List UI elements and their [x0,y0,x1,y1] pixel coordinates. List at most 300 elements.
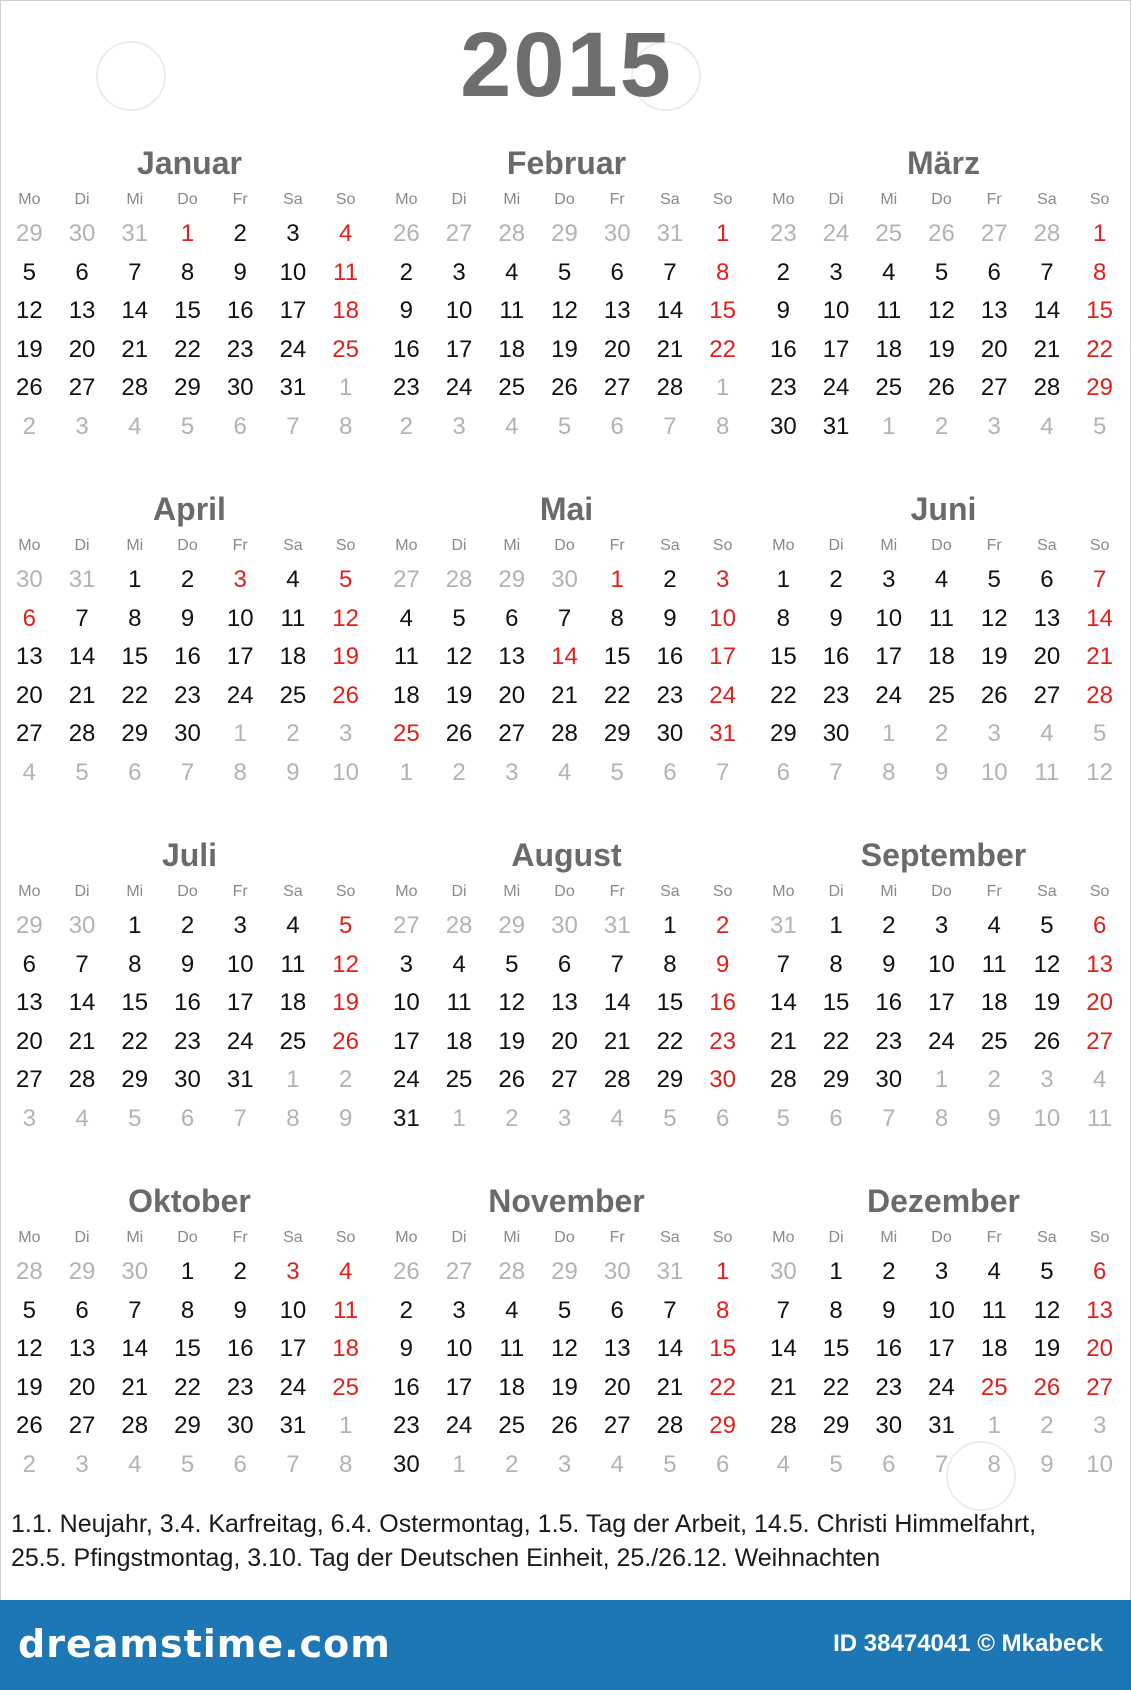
weekday-label: Mo [18,191,41,208]
weekday-header [3,531,372,561]
day-cell-other-month: 29 [68,1258,96,1285]
week-row [380,715,749,754]
day-cell: 23 [226,335,254,363]
day-cell-other-month: 5 [663,1104,677,1132]
day-cell: 26 [1033,1027,1061,1055]
day-cell: 20 [16,1027,43,1055]
day-cell-other-month: 28 [498,1258,526,1285]
week-row [757,946,1126,985]
day-cell: 23 [822,681,850,709]
day-cell: 15 [822,1335,850,1362]
day-cell-other-month: 3 [75,412,89,440]
week-row [757,1407,1126,1446]
day-cell: 2 [882,1258,896,1285]
day-cell-holiday: 25 [393,720,420,747]
day-cell: 9 [882,950,896,978]
day-cell: 1 [829,1258,843,1285]
day-cell-other-month: 28 [1033,220,1061,247]
day-cell-other-month: 1 [715,374,730,401]
week-row [380,1061,749,1100]
day-cell: 26 [980,681,1008,709]
day-cell-holiday: 22 [1086,335,1113,363]
day-cell: 26 [16,374,43,401]
day-cell: 7 [1040,258,1054,286]
day-cell: 25 [928,681,955,709]
day-cell: 3 [934,1258,949,1285]
week-row [3,1253,372,1292]
day-cell: 26 [498,1066,526,1093]
day-cell: 7 [128,258,142,286]
day-cell: 8 [829,950,843,978]
day-cell: 20 [603,1373,631,1401]
day-cell: 5 [987,566,1001,593]
day-cell-other-month: 30 [551,912,578,939]
day-cell-other-month: 8 [882,758,896,786]
day-cell: 12 [928,297,955,324]
weekday-label: Mi [880,1229,898,1246]
day-cell: 20 [980,335,1008,363]
day-cell: 28 [68,1066,96,1093]
day-cell-other-month: 30 [603,220,631,247]
day-cell: 13 [16,643,43,670]
week-row [380,215,749,254]
day-cell: 2 [663,566,677,593]
day-cell: 6 [75,1296,89,1324]
day-cell: 7 [776,1296,791,1324]
day-cell-other-month: 29 [551,1258,578,1285]
day-cell: 9 [776,297,791,324]
day-cell: 15 [174,297,201,324]
day-cell: 20 [68,1373,96,1401]
day-cell: 21 [68,1027,96,1055]
day-cell: 13 [551,989,578,1016]
day-cell-holiday: 14 [551,643,578,670]
day-cell: 25 [875,374,903,401]
day-cell-holiday: 25 [980,1373,1008,1401]
day-cell-other-month: 1 [987,1412,1001,1439]
day-cell: 15 [121,643,149,670]
month-block [755,833,1131,1179]
weekday-label: Mi [126,1229,144,1246]
weekday-label: Do [177,883,198,900]
day-cell: 16 [875,989,903,1016]
day-cell-other-month: 2 [505,1450,519,1478]
day-cell-holiday: 19 [332,989,359,1016]
weekday-label: Do [554,1229,575,1246]
week-row [757,331,1126,370]
day-cell: 28 [656,374,684,401]
day-cell-holiday: 13 [1086,950,1113,978]
day-cell: 12 [16,1335,43,1362]
day-cell: 16 [174,643,201,670]
weekday-label: Mi [880,537,898,554]
day-cell: 4 [987,912,1001,939]
day-cell: 11 [280,604,306,632]
day-cell: 24 [875,681,903,709]
day-cell: 1 [180,1258,195,1285]
day-cell: 21 [656,335,684,363]
day-cell-other-month: 9 [934,758,949,786]
day-cell-holiday: 12 [332,950,359,978]
weekday-label: Sa [283,1229,303,1246]
week-row [757,1292,1126,1331]
day-cell-other-month: 27 [393,566,420,593]
day-cell-holiday: 8 [715,1296,730,1324]
weekday-label: Sa [1037,537,1057,554]
weekday-label: Mi [503,1229,521,1246]
day-cell: 23 [393,374,420,401]
month-title: Dezember [867,1183,1020,1219]
week-row [3,561,372,600]
week-row [380,1369,749,1408]
day-cell: 18 [445,1027,473,1055]
day-cell-other-month: 29 [16,220,43,247]
day-cell-holiday: 26 [332,681,359,709]
day-cell: 31 [928,1412,955,1439]
day-cell-other-month: 2 [1040,1412,1054,1439]
week-row [3,1292,372,1331]
day-cell-holiday: 11 [333,1296,359,1324]
weekday-label: Sa [660,191,680,208]
weekday-label: Do [177,537,198,554]
day-cell: 3 [452,258,466,286]
day-cell: 27 [16,720,43,747]
day-cell: 14 [656,1335,684,1362]
day-cell: 4 [286,912,300,939]
day-cell-other-month: 2 [338,1066,353,1093]
day-cell: 26 [551,1412,578,1439]
weekday-label: Sa [1037,191,1057,208]
week-row [757,677,1126,716]
day-cell: 8 [128,604,142,632]
day-cell: 24 [445,1412,473,1439]
week-row [380,1292,749,1331]
weekday-label: Sa [1037,883,1057,900]
day-cell: 27 [603,1412,631,1439]
day-cell: 23 [174,1027,201,1055]
day-cell: 30 [656,720,684,747]
week-row [757,369,1126,408]
weekday-label: Mi [503,537,521,554]
day-cell: 7 [75,604,89,632]
day-cell-other-month: 4 [1040,720,1054,747]
day-cell-holiday: 1 [180,220,195,247]
day-cell: 24 [445,374,473,401]
day-cell: 30 [393,1450,420,1478]
day-cell: 18 [498,335,526,363]
week-row [380,1446,749,1485]
day-cell: 23 [875,1027,903,1055]
weekday-label: Di [828,883,844,900]
day-cell-holiday: 20 [1086,989,1113,1016]
week-row [380,946,749,985]
day-cell: 22 [603,681,631,709]
day-cell: 24 [226,1027,254,1055]
day-cell: 18 [279,643,307,670]
day-cell: 21 [1033,335,1061,363]
day-cell: 7 [610,950,624,978]
day-cell-other-month: 5 [610,758,624,786]
day-cell: 9 [663,604,677,632]
week-row [757,600,1126,639]
day-cell: 12 [980,604,1008,632]
day-cell: 21 [68,681,96,709]
day-cell-other-month: 30 [68,220,96,247]
weekday-label: Mo [395,537,418,554]
weekday-label: Mi [126,191,144,208]
day-cell-holiday: 8 [1092,258,1107,286]
weekday-label: Mo [395,1229,418,1246]
day-cell: 7 [557,604,572,632]
month-block [378,141,755,487]
day-cell-holiday: 16 [709,989,736,1016]
day-cell: 8 [180,258,195,286]
day-cell-other-month: 5 [75,758,89,786]
month-block [755,1179,1131,1525]
day-cell: 27 [1033,681,1061,709]
day-cell: 28 [121,374,149,401]
day-cell: 12 [445,643,473,670]
day-cell: 13 [603,1335,631,1362]
week-row [757,1253,1126,1292]
day-cell-other-month: 26 [393,1258,420,1285]
week-row [3,946,372,985]
day-cell: 9 [399,297,414,324]
week-row [757,1100,1126,1139]
day-cell: 26 [551,374,578,401]
day-cell-other-month: 4 [128,1450,142,1478]
day-cell-other-month: 9 [338,1104,353,1132]
day-cell: 20 [68,335,96,363]
day-cell-holiday: 3 [715,566,730,593]
day-cell: 10 [928,1296,955,1324]
month-block [755,487,1131,833]
day-cell-other-month: 2 [934,412,949,440]
day-cell-other-month: 31 [68,566,96,593]
day-cell-other-month: 8 [715,412,730,440]
weekday-label: Fr [986,883,1002,900]
day-cell: 16 [393,1373,420,1401]
month-block [1,487,378,833]
day-cell: 9 [399,1335,414,1362]
week-row [757,638,1126,677]
day-cell: 24 [279,335,307,363]
day-cell-other-month: 3 [1040,1066,1054,1093]
day-cell: 16 [875,1335,903,1362]
day-cell-other-month: 29 [498,566,526,593]
day-cell: 2 [180,912,195,939]
week-row [3,408,372,447]
day-cell: 11 [499,297,525,324]
day-cell: 31 [822,412,850,440]
day-cell: 11 [981,950,1007,978]
day-cell-holiday: 18 [332,1335,359,1362]
weekday-label: Fr [232,883,248,900]
day-cell-other-month: 31 [603,912,631,939]
week-row [3,254,372,293]
day-cell: 5 [1040,1258,1054,1285]
day-cell-other-month: 1 [452,1450,466,1478]
day-cell-holiday: 1 [715,220,730,247]
day-cell: 28 [121,1412,149,1439]
weekday-label: Mi [880,883,898,900]
day-cell-other-month: 4 [22,758,37,786]
day-cell: 26 [928,374,955,401]
day-cell: 25 [445,1066,473,1093]
day-cell: 2 [829,566,843,593]
day-cell: 3 [934,912,949,939]
day-cell: 6 [557,950,572,978]
week-row [380,1407,749,1446]
month-block [378,487,755,833]
day-cell: 9 [233,1296,247,1324]
day-cell: 24 [279,1373,307,1401]
day-cell: 15 [121,989,149,1016]
week-row [3,292,372,331]
day-cell-other-month: 4 [610,1104,624,1132]
day-cell: 21 [656,1373,684,1401]
day-cell-other-month: 6 [715,1450,730,1478]
day-cell-holiday: 20 [1086,1335,1113,1362]
day-cell: 2 [233,220,247,247]
week-row [380,984,749,1023]
day-cell: 24 [226,681,254,709]
day-cell: 17 [445,335,473,363]
day-cell-holiday: 3 [286,1258,300,1285]
week-row [3,331,372,370]
day-cell-holiday: 9 [715,950,730,978]
day-cell-holiday: 26 [1033,1373,1061,1401]
day-cell-other-month: 1 [286,1066,300,1093]
day-cell: 18 [393,681,420,709]
weekday-header [380,185,749,215]
day-cell: 10 [928,950,955,978]
day-cell: 2 [180,566,195,593]
day-cell: 7 [128,1296,142,1324]
day-cell: 22 [822,1027,850,1055]
day-cell: 15 [656,989,684,1016]
weekday-label: Mi [880,191,898,208]
day-cell: 16 [393,335,420,363]
month-title: August [511,837,622,873]
day-cell-other-month: 2 [399,412,414,440]
day-cell: 10 [226,604,254,632]
day-cell-other-month: 2 [22,412,37,440]
weekday-label: Sa [660,537,680,554]
day-cell: 18 [980,1335,1008,1362]
day-cell: 5 [557,1296,572,1324]
day-cell-holiday: 23 [709,1027,736,1055]
day-cell-other-month: 7 [715,758,730,786]
day-cell-other-month: 3 [505,758,519,786]
week-row [757,984,1126,1023]
day-cell-holiday: 6 [1092,1258,1107,1285]
day-cell-holiday: 1 [715,1258,730,1285]
week-row [380,638,749,677]
day-cell-other-month: 4 [505,412,519,440]
day-cell: 6 [610,1296,624,1324]
day-cell: 11 [393,643,419,670]
day-cell-other-month: 8 [338,1450,353,1478]
week-row [757,1369,1126,1408]
day-cell: 18 [980,989,1008,1016]
day-cell: 28 [551,720,578,747]
day-cell-other-month: 2 [286,720,300,747]
holiday-line-1: 1.1. Neujahr, 3.4. Karfreitag, 6.4. Ostermontag, 1.5. Tag der Arbeit, 14.5. Christi Himmelfahrt, [11,1510,1037,1538]
day-cell: 12 [1033,950,1061,978]
day-cell: 23 [656,681,684,709]
day-cell-holiday: 6 [22,604,37,632]
day-cell: 30 [770,412,797,440]
day-cell: 5 [934,258,949,286]
day-cell-other-month: 7 [233,1104,247,1132]
day-cell-other-month: 7 [180,758,195,786]
day-cell: 16 [656,643,684,670]
day-cell: 17 [875,643,903,670]
day-cell-holiday: 26 [332,1027,359,1055]
weekday-label: Di [451,191,467,208]
week-row [3,1446,372,1485]
day-cell: 13 [1033,604,1061,632]
day-cell: 14 [603,989,631,1016]
day-cell: 14 [770,989,797,1016]
day-cell: 19 [498,1027,526,1055]
day-cell: 5 [452,604,466,632]
day-cell: 27 [16,1066,43,1093]
week-row [3,369,372,408]
day-cell: 2 [399,1296,414,1324]
day-cell: 21 [770,1373,797,1401]
day-cell-other-month: 6 [663,758,677,786]
day-cell-holiday: 14 [1086,604,1113,632]
week-row [380,561,749,600]
day-cell: 10 [279,258,307,286]
day-cell: 13 [68,1335,96,1362]
day-cell-other-month: 30 [121,1258,149,1285]
day-cell: 8 [180,1296,195,1324]
month-title: März [907,145,980,181]
dreamstime-logo[interactable]: dreamstime.com [18,1622,391,1666]
day-cell-other-month: 3 [557,1104,572,1132]
day-cell-holiday: 29 [709,1412,736,1439]
day-cell: 14 [656,297,684,324]
week-row [3,600,372,639]
day-cell: 25 [498,374,526,401]
day-cell: 24 [822,374,850,401]
day-cell-other-month: 10 [1086,1450,1113,1478]
day-cell-other-month: 6 [128,758,142,786]
day-cell: 10 [393,989,420,1016]
weekday-label: Sa [283,191,303,208]
week-row [757,408,1126,447]
weekday-label: Fr [232,1229,248,1246]
day-cell: 11 [876,297,902,324]
day-cell: 1 [829,912,843,939]
day-cell: 12 [498,989,526,1016]
day-cell-holiday: 25 [332,1373,359,1401]
day-cell: 19 [445,681,473,709]
day-cell: 22 [770,681,797,709]
day-cell: 27 [551,1066,578,1093]
day-cell-other-month: 8 [934,1104,949,1132]
day-cell: 13 [16,989,43,1016]
weekday-header [380,531,749,561]
day-cell-holiday: 1 [1092,220,1107,247]
day-cell: 19 [16,335,43,363]
day-cell-other-month: 8 [286,1104,300,1132]
day-cell-holiday: 5 [338,566,353,593]
day-cell-other-month: 3 [987,720,1001,747]
